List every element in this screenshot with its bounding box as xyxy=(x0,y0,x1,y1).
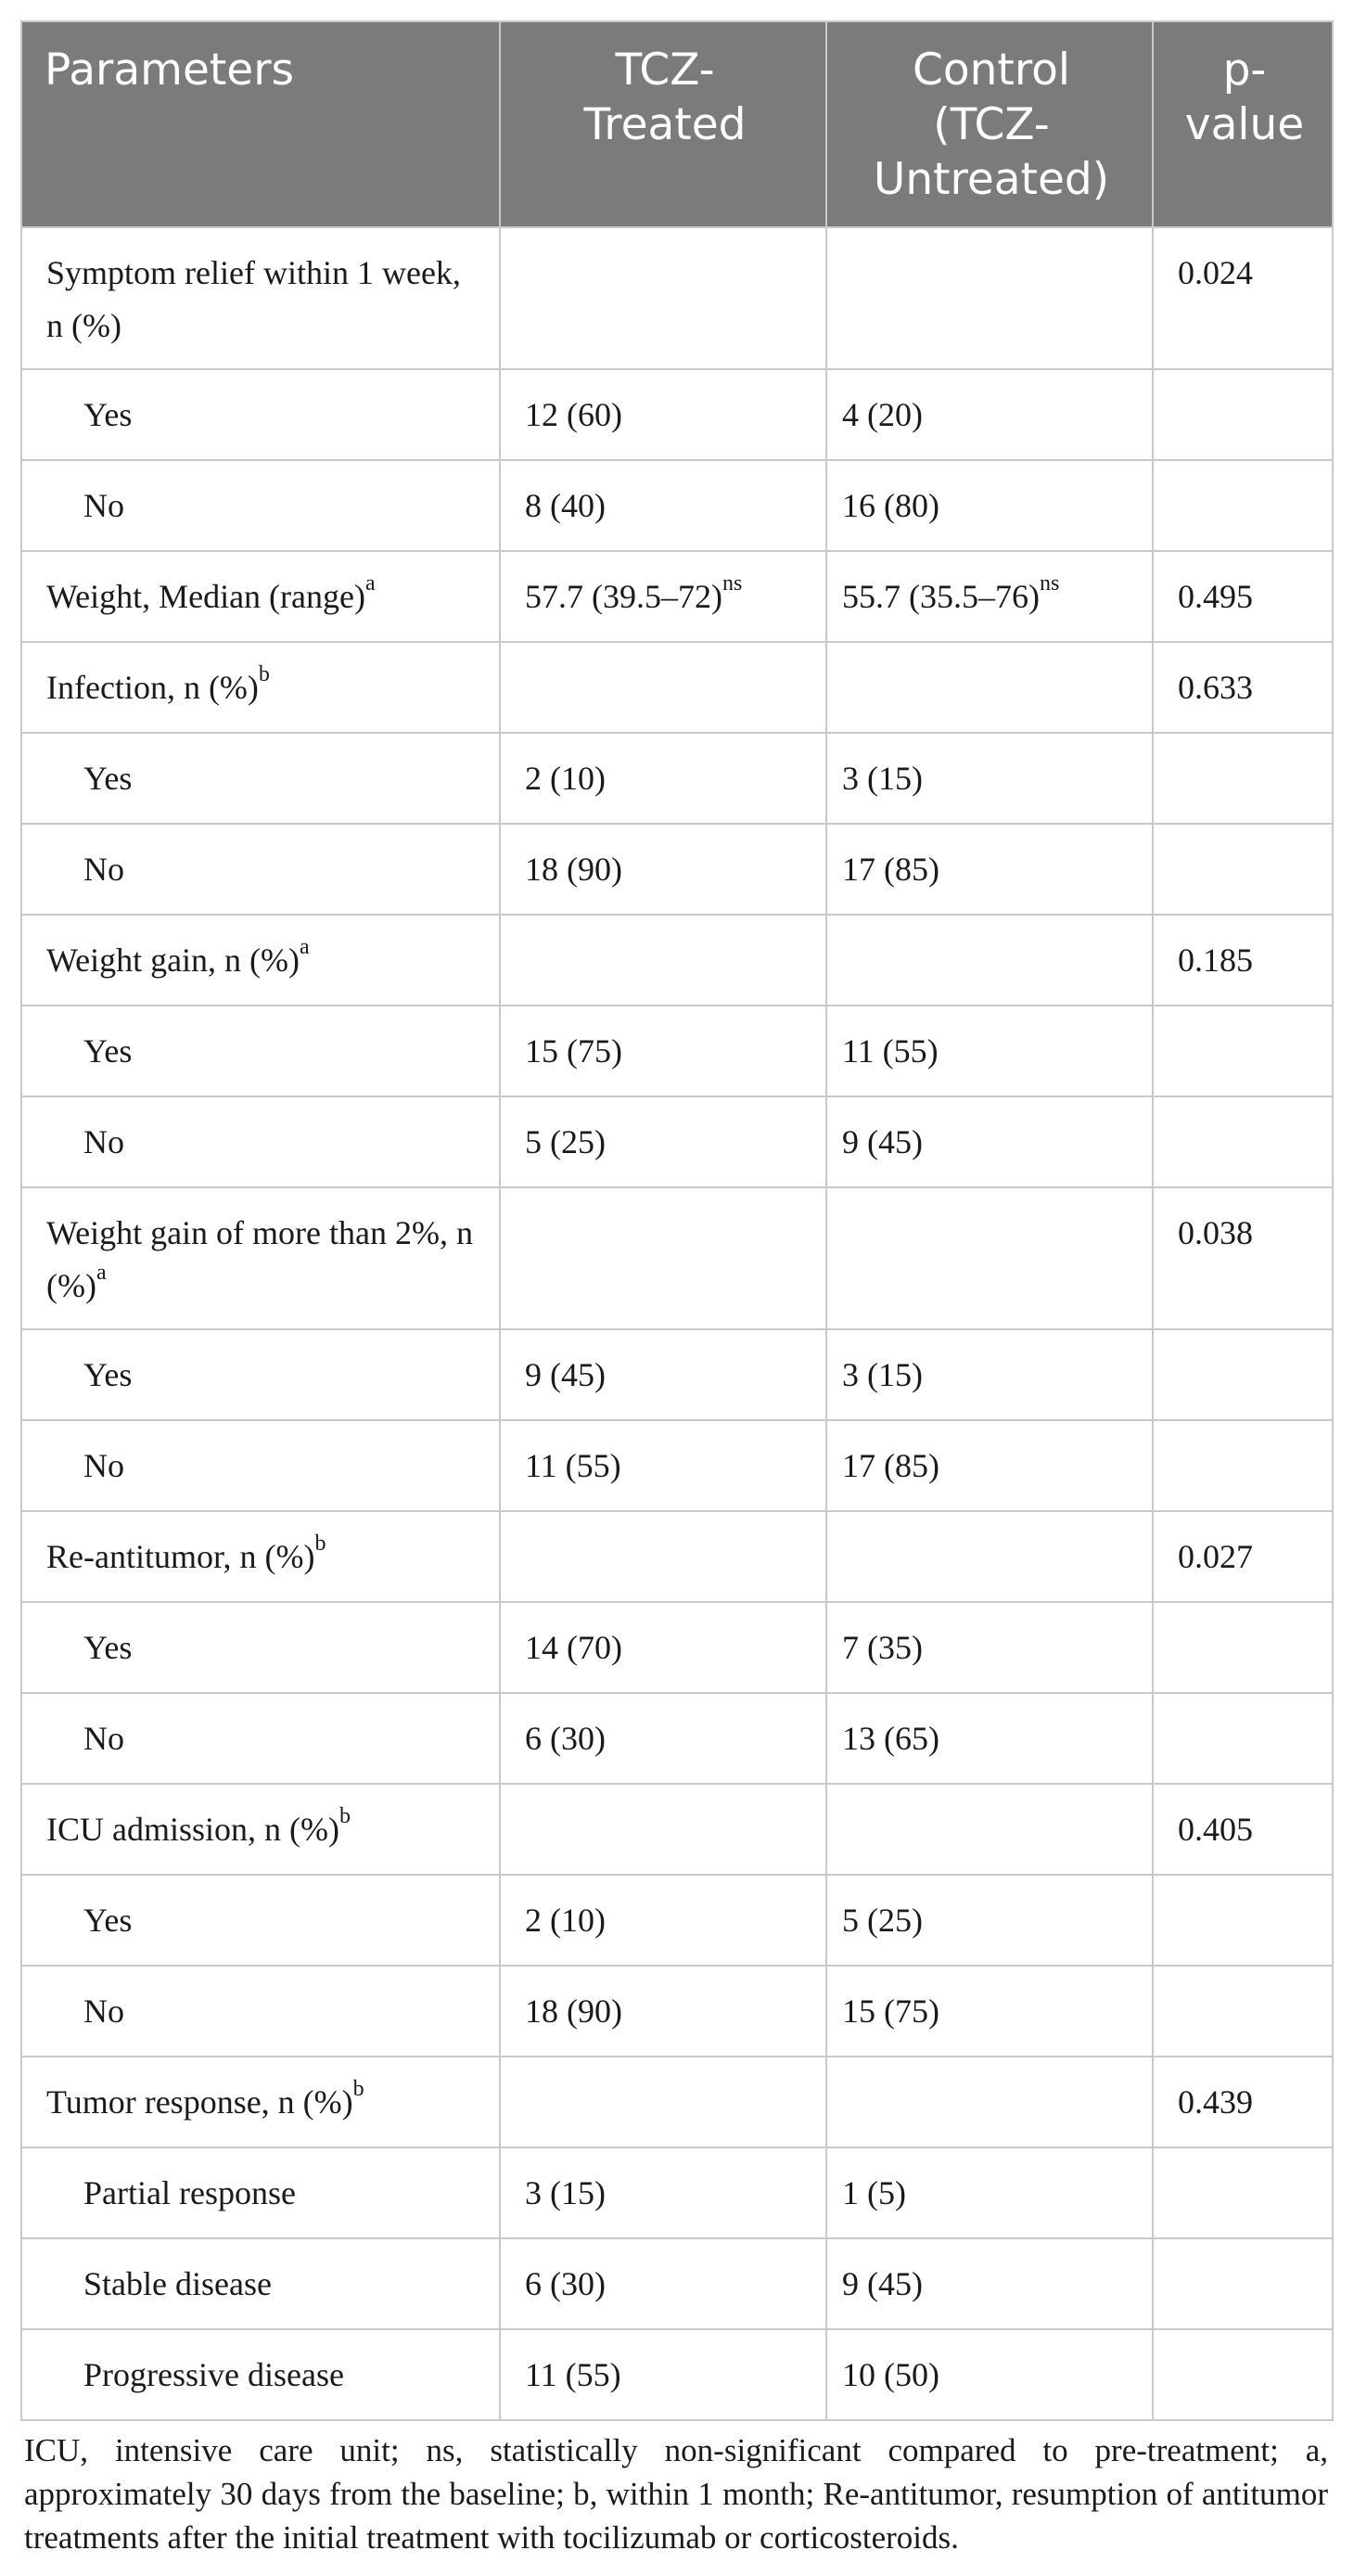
cell-tcz-treated xyxy=(500,1420,826,1511)
cell-parameter xyxy=(21,1875,500,1966)
cell-p-value-text: 0.633 xyxy=(1178,669,1253,706)
cell-parameter xyxy=(21,369,500,460)
cell-parameter-text: Yes xyxy=(83,1902,133,1939)
cell-parameter xyxy=(21,1420,500,1511)
table-row xyxy=(21,1784,1333,1875)
cell-tcz-treated xyxy=(500,1096,826,1187)
cell-parameter-text: No xyxy=(83,1447,124,1484)
cell-parameter xyxy=(21,1329,500,1420)
cell-parameter-text: Infection, n (%) xyxy=(46,669,259,706)
table-row xyxy=(21,1006,1333,1096)
cell-p-value xyxy=(1153,733,1333,824)
table-row xyxy=(21,824,1333,915)
cell-parameter-text: No xyxy=(83,487,124,524)
cell-tcz-treated xyxy=(500,1602,826,1693)
cell-tcz-treated-text: 8 (40) xyxy=(525,487,606,524)
cell-parameter xyxy=(21,1966,500,2057)
cell-parameter-superscript: b xyxy=(258,662,270,686)
cell-control xyxy=(826,2147,1153,2238)
table-container xyxy=(20,20,1332,2559)
table-row xyxy=(21,2057,1333,2147)
cell-tcz-treated xyxy=(500,369,826,460)
cell-control xyxy=(826,1693,1153,1784)
cell-control xyxy=(826,642,1153,733)
cell-control xyxy=(826,369,1153,460)
table-row xyxy=(21,1329,1333,1420)
cell-parameter xyxy=(21,1784,500,1875)
cell-parameter-text: Weight, Median (range) xyxy=(46,578,365,615)
table-row xyxy=(21,227,1333,369)
header-row xyxy=(21,21,1333,227)
table-row xyxy=(21,1875,1333,1966)
cell-tcz-treated xyxy=(500,733,826,824)
cell-tcz-treated xyxy=(500,642,826,733)
cell-p-value xyxy=(1153,1511,1333,1602)
cell-tcz-treated-text: 57.7 (39.5–72) xyxy=(525,578,722,615)
cell-p-value xyxy=(1153,1420,1333,1511)
table-row xyxy=(21,551,1333,642)
cell-tcz-treated xyxy=(500,1966,826,2057)
table-row xyxy=(21,642,1333,733)
cell-parameter xyxy=(21,1187,500,1329)
cell-control xyxy=(826,1966,1153,2057)
cell-tcz-treated-text: 9 (45) xyxy=(525,1356,606,1393)
cell-control xyxy=(826,1006,1153,1096)
cell-tcz-treated xyxy=(500,2147,826,2238)
cell-control xyxy=(826,824,1153,915)
cell-control-text: 55.7 (35.5–76) xyxy=(842,578,1040,615)
cell-parameter-text: Yes xyxy=(83,1356,133,1393)
cell-control xyxy=(826,227,1153,369)
cell-tcz-treated-text: 11 (55) xyxy=(525,1447,621,1484)
cell-parameter xyxy=(21,460,500,551)
cell-parameter-superscript: a xyxy=(300,935,310,959)
cell-control-text: 16 (80) xyxy=(842,487,939,524)
cell-tcz-treated-text: 6 (30) xyxy=(525,2265,606,2302)
cell-tcz-treated xyxy=(500,1784,826,1875)
cell-p-value xyxy=(1153,1096,1333,1187)
cell-control xyxy=(826,1420,1153,1511)
cell-parameter-text: No xyxy=(83,1993,124,2030)
table-row xyxy=(21,2329,1333,2420)
cell-control-text: 5 (25) xyxy=(842,1902,923,1939)
cell-control xyxy=(826,915,1153,1006)
cell-parameter-superscript: b xyxy=(314,1532,326,1556)
cell-parameter-text: Symptom relief within 1 week, n (%) xyxy=(46,254,461,344)
cell-p-value xyxy=(1153,1693,1333,1784)
header-control: Control (TCZ- Untreated) xyxy=(826,21,1153,227)
cell-tcz-treated xyxy=(500,1329,826,1420)
cell-control xyxy=(826,1784,1153,1875)
cell-p-value xyxy=(1153,824,1333,915)
cell-control-text: 1 (5) xyxy=(842,2174,906,2211)
table-row xyxy=(21,1966,1333,2057)
table-row xyxy=(21,1187,1333,1329)
cell-tcz-treated xyxy=(500,551,826,642)
cell-control xyxy=(826,1096,1153,1187)
header-p-value: p- value xyxy=(1153,21,1333,227)
table-row xyxy=(21,733,1333,824)
cell-p-value xyxy=(1153,2057,1333,2147)
cell-parameter xyxy=(21,1006,500,1096)
cell-control-superscript: ns xyxy=(1039,571,1060,596)
cell-parameter-superscript: a xyxy=(364,571,376,596)
cell-tcz-treated-text: 5 (25) xyxy=(525,1123,606,1160)
cell-parameter-text: Yes xyxy=(83,1032,133,1070)
cell-parameter-text: No xyxy=(83,851,124,888)
cell-p-value xyxy=(1153,1006,1333,1096)
cell-parameter-text: Yes xyxy=(83,1629,133,1666)
table-row xyxy=(21,460,1333,551)
cell-parameter xyxy=(21,2057,500,2147)
cell-tcz-treated-text: 6 (30) xyxy=(525,1720,606,1757)
table-row xyxy=(21,1096,1333,1187)
cell-parameter-text: No xyxy=(83,1720,124,1757)
cell-p-value-text: 0.024 xyxy=(1178,254,1253,291)
cell-parameter-text: Weight gain, n (%) xyxy=(46,942,300,979)
cell-p-value xyxy=(1153,551,1333,642)
cell-tcz-treated-text: 18 (90) xyxy=(525,1993,622,2030)
cell-parameter xyxy=(21,915,500,1006)
cell-control xyxy=(826,460,1153,551)
cell-control-text: 17 (85) xyxy=(842,851,939,888)
cell-tcz-treated xyxy=(500,2057,826,2147)
cell-tcz-treated xyxy=(500,824,826,915)
header-parameters: Parameters xyxy=(21,21,500,227)
cell-parameter xyxy=(21,227,500,369)
table-row xyxy=(21,369,1333,460)
cell-p-value xyxy=(1153,2147,1333,2238)
table-row xyxy=(21,1602,1333,1693)
cell-p-value-text: 0.027 xyxy=(1178,1538,1253,1575)
cell-tcz-treated-text: 11 (55) xyxy=(525,2356,621,2393)
cell-tcz-treated xyxy=(500,2329,826,2420)
cell-parameter-text: Stable disease xyxy=(83,2265,272,2302)
cell-tcz-treated-superscript: ns xyxy=(722,571,743,596)
cell-tcz-treated xyxy=(500,915,826,1006)
cell-control xyxy=(826,1511,1153,1602)
cell-control-text: 11 (55) xyxy=(842,1032,939,1070)
cell-p-value-text: 0.495 xyxy=(1178,578,1253,615)
cell-tcz-treated xyxy=(500,1511,826,1602)
cell-parameter xyxy=(21,1693,500,1784)
cell-tcz-treated xyxy=(500,1006,826,1096)
cell-parameter-text: Tumor response, n (%) xyxy=(46,2083,353,2121)
cell-parameter-superscript: a xyxy=(96,1261,107,1285)
results-table xyxy=(20,20,1334,2421)
cell-control-text: 4 (20) xyxy=(842,396,923,433)
cell-tcz-treated-text: 12 (60) xyxy=(525,396,622,433)
cell-control xyxy=(826,1602,1153,1693)
cell-parameter-text: No xyxy=(83,1123,124,1160)
cell-tcz-treated xyxy=(500,1875,826,1966)
cell-p-value-text: 0.038 xyxy=(1178,1214,1253,1251)
cell-parameter xyxy=(21,642,500,733)
cell-tcz-treated-text: 3 (15) xyxy=(525,2174,606,2211)
cell-tcz-treated-text: 2 (10) xyxy=(525,760,606,797)
cell-control xyxy=(826,1329,1153,1420)
cell-control-text: 10 (50) xyxy=(842,2356,939,2393)
cell-control-text: 17 (85) xyxy=(842,1447,939,1484)
table-row xyxy=(21,915,1333,1006)
cell-parameter-text: Partial response xyxy=(83,2174,296,2211)
cell-tcz-treated xyxy=(500,460,826,551)
cell-parameter xyxy=(21,1096,500,1187)
cell-tcz-treated xyxy=(500,227,826,369)
cell-control-text: 9 (45) xyxy=(842,1123,923,1160)
cell-p-value xyxy=(1153,2329,1333,2420)
table-footnote: ICU, intensive care unit; ns, statistically non-significant compared to pre-treatment; a, approximately 30 days from the baseline; b, within 1 month; Re-antitumor, resumption of antitumor treatments after the initial treatment with tocilizumab or corticosteroids. xyxy=(24,2432,1328,2556)
cell-parameter xyxy=(21,551,500,642)
cell-p-value-text: 0.185 xyxy=(1178,942,1253,979)
cell-tcz-treated xyxy=(500,1187,826,1329)
cell-p-value xyxy=(1153,227,1333,369)
cell-control-text: 3 (15) xyxy=(842,760,923,797)
cell-tcz-treated xyxy=(500,1693,826,1784)
cell-control xyxy=(826,1875,1153,1966)
cell-p-value xyxy=(1153,1966,1333,2057)
cell-p-value xyxy=(1153,1784,1333,1875)
cell-p-value xyxy=(1153,2238,1333,2329)
table-row xyxy=(21,1511,1333,1602)
cell-parameter-superscript: b xyxy=(338,1804,351,1828)
cell-control-text: 15 (75) xyxy=(842,1993,939,2030)
cell-p-value-text: 0.439 xyxy=(1178,2083,1253,2121)
table-body xyxy=(21,227,1333,2420)
cell-control xyxy=(826,733,1153,824)
cell-parameter-superscript: b xyxy=(352,2077,364,2101)
cell-parameter-text: ICU admission, n (%) xyxy=(46,1811,339,1848)
cell-parameter-text: Yes xyxy=(83,396,133,433)
cell-parameter xyxy=(21,1511,500,1602)
cell-control-text: 3 (15) xyxy=(842,1356,923,1393)
cell-control xyxy=(826,2329,1153,2420)
table-row xyxy=(21,2147,1333,2238)
cell-control-text: 7 (35) xyxy=(842,1629,923,1666)
cell-parameter-text: Yes xyxy=(83,760,133,797)
cell-p-value xyxy=(1153,642,1333,733)
table-row xyxy=(21,1693,1333,1784)
cell-parameter-text: Weight gain of more than 2%, n (%) xyxy=(46,1214,473,1304)
cell-control xyxy=(826,2238,1153,2329)
table-row xyxy=(21,2238,1333,2329)
cell-parameter xyxy=(21,2238,500,2329)
cell-tcz-treated-text: 14 (70) xyxy=(525,1629,622,1666)
table-row xyxy=(21,1420,1333,1511)
cell-parameter xyxy=(21,1602,500,1693)
cell-control xyxy=(826,551,1153,642)
cell-tcz-treated-text: 15 (75) xyxy=(525,1032,622,1070)
cell-parameter xyxy=(21,824,500,915)
cell-control-text: 13 (65) xyxy=(842,1720,939,1757)
cell-p-value xyxy=(1153,915,1333,1006)
cell-p-value-text: 0.405 xyxy=(1178,1811,1253,1848)
cell-control xyxy=(826,1187,1153,1329)
cell-p-value xyxy=(1153,1187,1333,1329)
cell-tcz-treated xyxy=(500,2238,826,2329)
cell-parameter-text: Progressive disease xyxy=(83,2356,344,2393)
cell-control-text: 9 (45) xyxy=(842,2265,923,2302)
cell-p-value xyxy=(1153,1329,1333,1420)
cell-control xyxy=(826,2057,1153,2147)
table-header xyxy=(21,21,1333,227)
cell-p-value xyxy=(1153,369,1333,460)
cell-parameter-text: Re-antitumor, n (%) xyxy=(46,1538,315,1575)
cell-parameter xyxy=(21,733,500,824)
cell-tcz-treated-text: 2 (10) xyxy=(525,1902,606,1939)
cell-parameter xyxy=(21,2329,500,2420)
cell-p-value xyxy=(1153,1875,1333,1966)
cell-parameter xyxy=(21,2147,500,2238)
header-tcz-treated: TCZ- Treated xyxy=(500,21,826,227)
cell-p-value xyxy=(1153,1602,1333,1693)
cell-p-value xyxy=(1153,460,1333,551)
cell-tcz-treated-text: 18 (90) xyxy=(525,851,622,888)
